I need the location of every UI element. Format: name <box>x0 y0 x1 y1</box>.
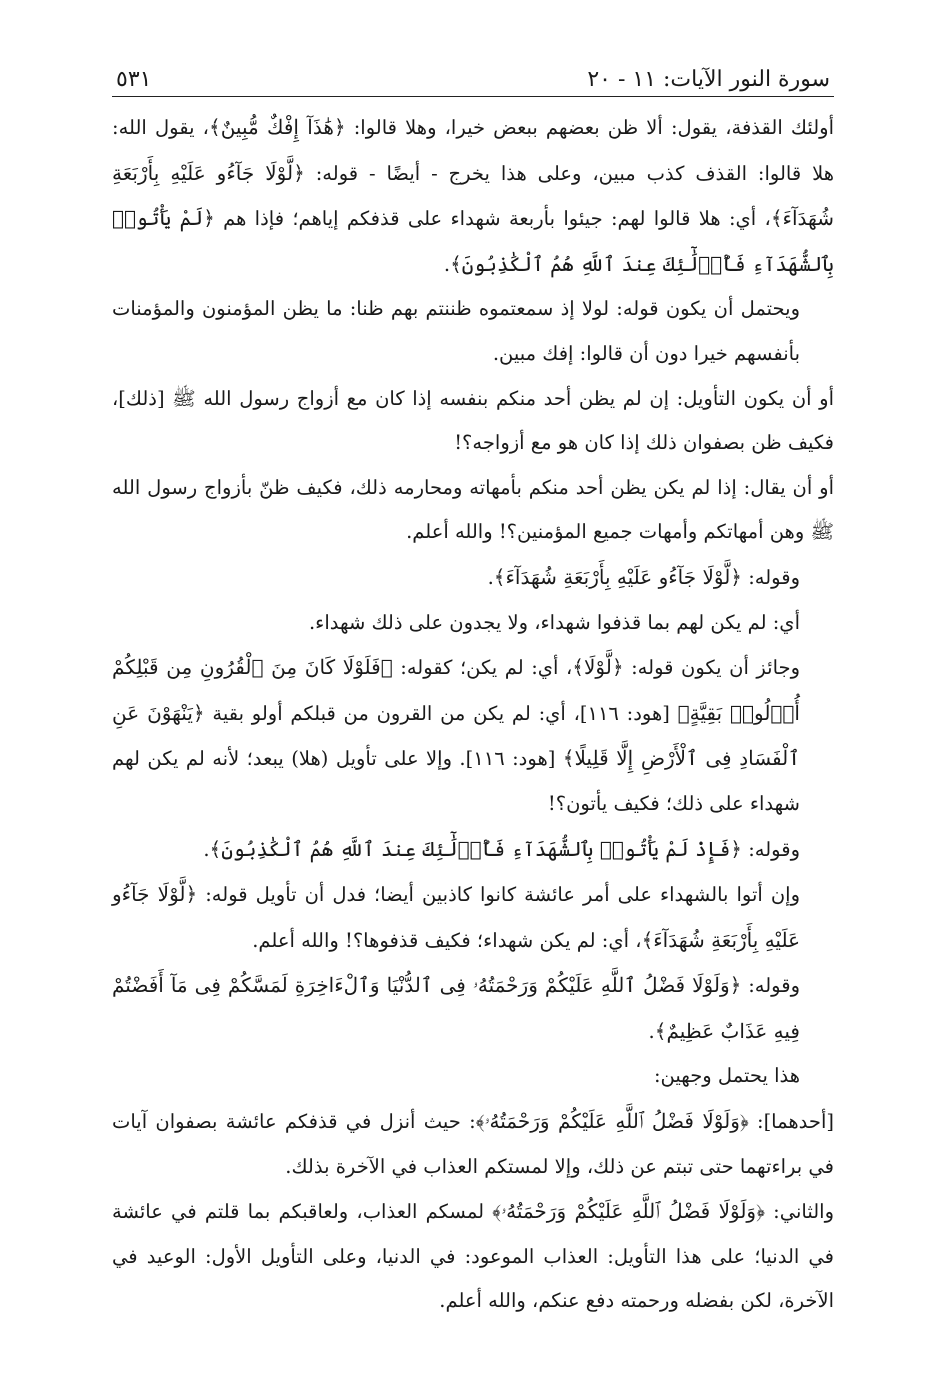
page-number: ٥٣١ <box>116 67 152 92</box>
quran-quote: ﴿هَٰذَآ إِفْكٌ مُّبِينٌ﴾ <box>208 115 346 139</box>
body-text: : حيث أنزل في قذفكم عائشة بصفوان آيات في براءتهما حتى تبتم عن ذلك، وإلا لمستكم العذاب في الآخرة بذلك. <box>112 1110 834 1178</box>
paragraph <box>112 555 834 601</box>
running-title: سورة النور الآيات: ١١ - ٢٠ <box>587 67 830 92</box>
body-text: والثاني: <box>764 1200 834 1224</box>
body-text: وجائز أن يكون قوله: <box>623 656 800 680</box>
paragraph <box>112 872 834 963</box>
body-text: . <box>648 1019 655 1043</box>
quran-quote: ﴿فَلَوْلَا كَانَ مِنَ ٱلْقُرُونِ مِن قَبْلِكُمْ أُو۟لُوا۟ بَقِيَّةٍ﴾ <box>112 655 800 725</box>
body-text: ، يقول الله: هلا قالوا: القذف كذب مبين، وعلى هذا يخرج - أيضًا - قوله: <box>112 116 835 185</box>
body-text: أي: لم يكن لهم بما قذفوا شهداء، ولا يجدون على ذلك شهداء. <box>308 610 800 634</box>
quran-quote: ﴿لَّوْلَا﴾ <box>572 655 624 680</box>
quran-quote: ﴿لَّوْلَا جَآءُو عَلَيْهِ بِأَرْبَعَةِ شُهَدَآءَ﴾ <box>112 160 834 231</box>
body-text: . <box>203 837 210 861</box>
body-text: هذا يحتمل وجهين: <box>653 1064 800 1088</box>
paragraph <box>112 466 834 555</box>
body-text: ويحتمل أن يكون قوله: لولا إذ سمعتموه ظننتم بهم ظنا: ما يظن المؤمنون والمؤمنات بأنفسهم خيرا دون أن قالوا: إفك مبين. <box>112 297 800 365</box>
paragraph <box>112 287 834 376</box>
body-text: أو أن يقال: إذا لم يكن يظن أحد منكم بأمهاته ومحارمه ذلك، فكيف ظنّ بأزواج رسول الله ﷺ وهن أمهاتكم وأمهات جميع المؤمنين؟! والله أعلم. <box>112 475 834 544</box>
running-header <box>112 58 834 92</box>
body-text: ، أي: لم يكن شهداء؛ فكيف قذفوها؟! والله أعلم. <box>252 928 642 952</box>
body-text: وقوله: <box>741 974 800 998</box>
paragraph <box>112 1054 834 1099</box>
quran-quote: ﴿وَلَوْلَا فَضْلُ ٱللَّهِ عَلَيْكُمْ وَرَحْمَتُهُۥ فِى ٱلدُّنْيَا وَٱلْءَاخِرَةِ لَمَسَّكُمْ فِى مَآ أَفَضْتُمْ فِيهِ عَذَابٌ عَظِيمٌ﴾ <box>112 973 800 1043</box>
header-rule <box>112 96 834 97</box>
paragraph <box>112 601 834 646</box>
body-text: أولئك القذفة، يقول: ألا ظن بعضهم ببعض خيرا، وهلا قالوا: <box>345 116 834 139</box>
quran-quote: ﴿وَلَوْلَا فَضْلُ ٱللَّهِ عَلَيْكُمْ وَرَحْمَتُهُۥ﴾ <box>492 1199 765 1224</box>
body-text: [هود: ١١٦]. وإلا على تأويل (هلا) يبعد؛ لأنه لم يكن لهم شهداء على ذلك؛ فكيف يأتون؟! <box>112 747 800 815</box>
quran-quote: ﴿يَنْهَوْنَ عَنِ ٱلْفَسَادِ فِى ٱلْأَرْضِ إِلَّا قَلِيلًا﴾ <box>112 700 800 771</box>
paragraph <box>112 645 834 826</box>
body-text: ، أي: لم يكن؛ كقوله: <box>392 656 573 680</box>
body-text: ، أي: هلا قالوا لهم: جيئوا بأربعة شهداء على قذفكم إياهم؛ فإذا هم <box>214 207 771 231</box>
quran-quote: ﴿فَإِذْ لَمْ يَأْتُوا۟ بِٱلشُّهَدَآءِ فَأُو۟لَٰٓئِكَ عِندَ ٱللَّهِ هُمُ ٱلْكَٰذِبُونَ﴾ <box>209 836 743 861</box>
book-page <box>112 58 834 1324</box>
body-text: [هود: ١١٦]، أي: لم يكن من القرون من قبلكم أولو بقية <box>204 701 678 725</box>
paragraph <box>112 963 834 1054</box>
quran-quote: ﴿وَلَوْلَا فَضْلُ ٱللَّهِ عَلَيْكُمْ وَرَحْمَتُهُۥ﴾ <box>475 1109 749 1134</box>
body-text: لمسكم العذاب، ولعاقبكم بما قلتم في عائشة في الدنيا؛ على هذا التأويل: العذاب الموعود: في الدنيا، وعلى التأويل الأول: الوعيد في الآخرة، لكن بفضله ورحمته دفع عنكم، والله أعلم. <box>112 1200 834 1313</box>
body-text: . <box>487 565 494 589</box>
quran-quote: ﴿لَمْ يَأْتُوا۟ بِٱلشُّهَدَآءِ فَأُو۟لَٰٓئِكَ عِندَ ٱللَّهِ هُمُ ٱلْكَٰذِبُونَ﴾ <box>112 206 834 276</box>
quran-quote: ﴿لَّوْلَا جَآءُو عَلَيْهِ بِأَرْبَعَةِ شُهَدَآءَ﴾ <box>493 564 743 589</box>
body-text: [أحدهما]: <box>748 1110 835 1134</box>
paragraph <box>112 827 834 873</box>
body-text: وإن أتوا بالشهداء على أمر عائشة كانوا كاذبين أيضا؛ فدل أن تأويل قوله: <box>197 883 800 907</box>
paragraph <box>112 377 834 466</box>
body-text: . <box>443 252 451 276</box>
body-text: وقوله: <box>742 565 800 589</box>
paragraph <box>112 1189 834 1324</box>
page-body <box>112 105 834 1324</box>
body-text: وقوله: <box>742 837 800 861</box>
paragraph <box>112 1099 834 1189</box>
quran-quote: ﴿لَّوْلَا جَآءُو عَلَيْهِ بِأَرْبَعَةِ شُهَدَآءَ﴾ <box>112 882 800 952</box>
body-text: أو أن يكون التأويل: إن لم يظن أحد منكم بنفسه إذا كان مع أزواج رسول الله ﷺ [ذلك]، فكيف ظن بصفوان ذلك إذا كان هو مع أزواجه؟! <box>112 386 834 455</box>
paragraph <box>112 105 834 287</box>
